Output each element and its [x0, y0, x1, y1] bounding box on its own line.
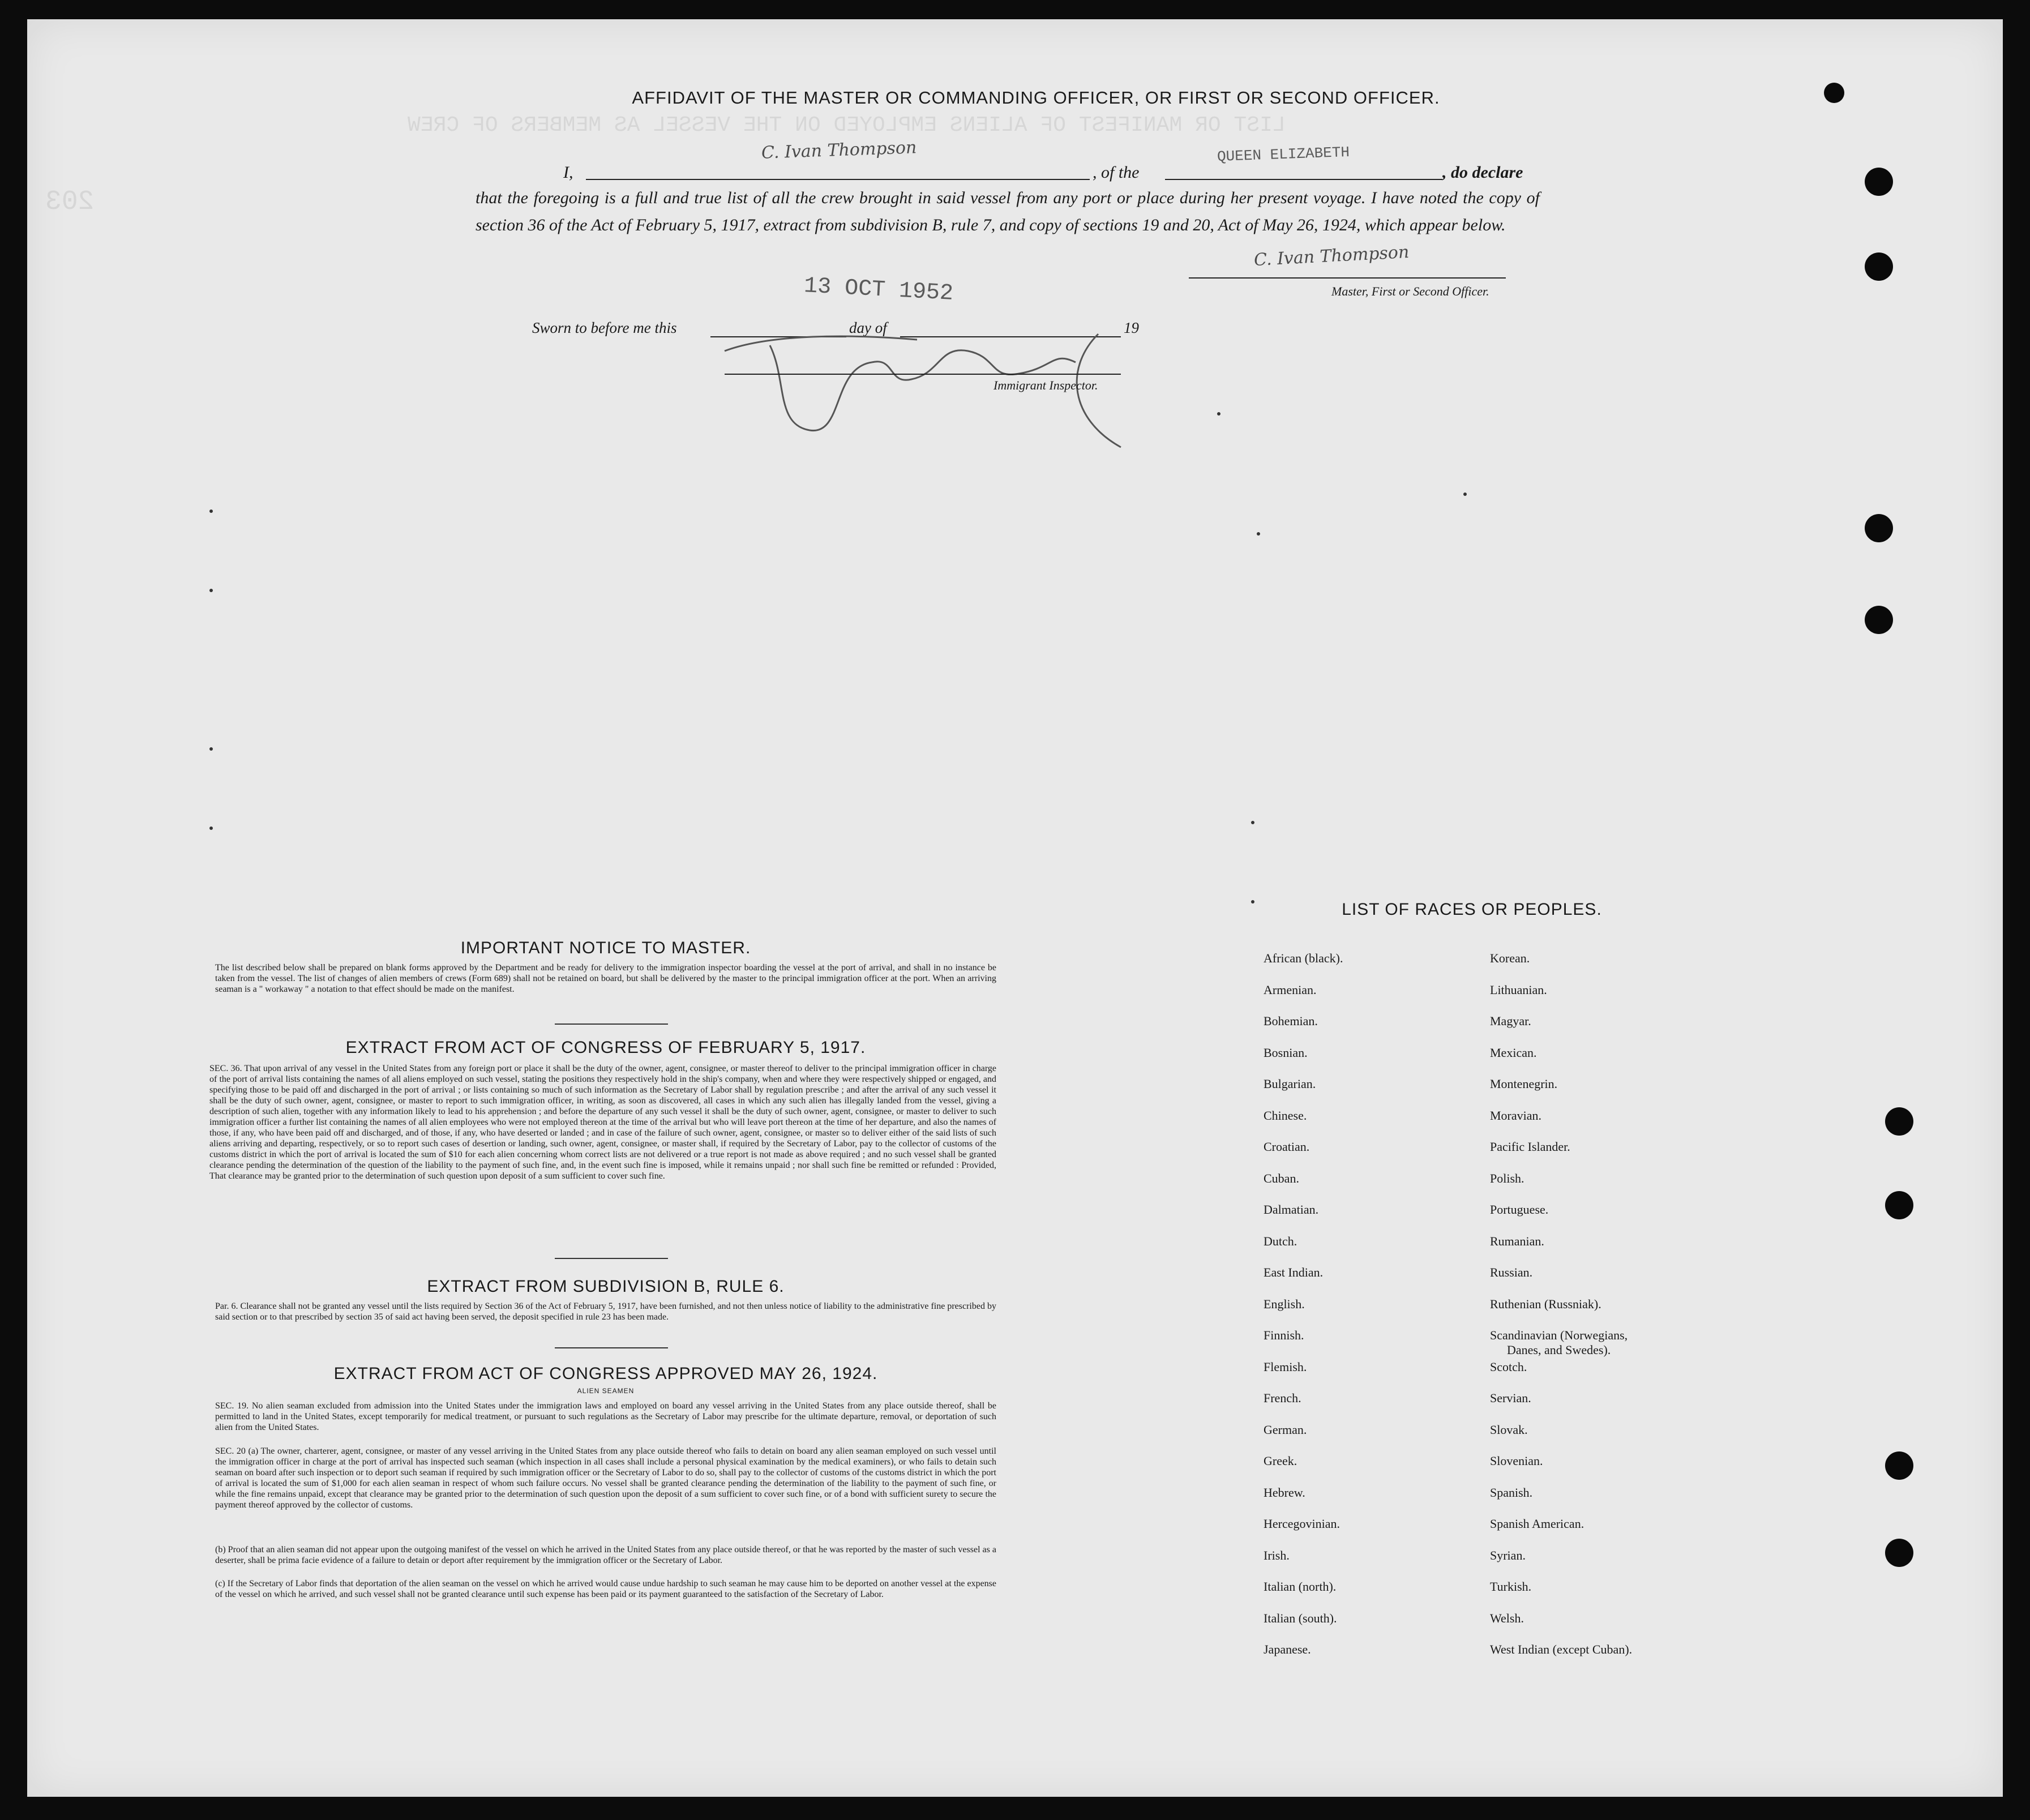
- affidavit-title: AFFIDAVIT OF THE MASTER OR COMMANDING OFFICER, OR FIRST OR SECOND OFFICER.: [632, 88, 1440, 108]
- race-item: Hercegovinian.: [1264, 1517, 1340, 1531]
- race-item: Croatian.: [1264, 1140, 1310, 1154]
- extract-1924-sec20c: (c) If the Secretary of Labor finds that deportation of the alien seaman on the vessel on which he arrived would cause undue hardship to such seaman he may cause him to be deported on another vessel at the expense of the vessel on which he arrived, and such vessel shall not be granted clearance until such expense has been paid or its payment guaranteed to the satisfaction of the Secretary of Labor.: [215, 1579, 996, 1599]
- notice-title: IMPORTANT NOTICE TO MASTER.: [460, 939, 751, 957]
- row-dot: [209, 589, 213, 592]
- race-item: Rumanian.: [1490, 1234, 1544, 1248]
- bleedthrough-title: LIST OR MANIFEST OF ALIENS EMPLOYED ON THE VESSEL AS MEMBERS OF CREW: [408, 113, 1286, 138]
- race-item: Lithuanian.: [1490, 982, 1547, 997]
- sworn-day-label: day of: [849, 319, 887, 336]
- extract-1924-sec19: SEC. 19. No alien seaman excluded from admission into the United States under the immigration laws and employed on board any vessel arriving in the United States from any place outside thereof, shall be permitted to land in the United States, except temporarily for medical treatment, or pursuant to such regulations as the Secretary of Labor may prescribe for the ultimate departure, removal, or deportation of such alien from the United States.: [215, 1401, 996, 1432]
- punch-hole: [1885, 1451, 1913, 1480]
- master-signature-line: [1189, 277, 1506, 279]
- race-item: Danes, and Swedes).: [1507, 1343, 1611, 1357]
- race-item: Moravian.: [1490, 1108, 1542, 1123]
- notice-text: The list described below shall be prepared on blank forms approved by the Department and be ready for delivery to the immigration inspector boarding the vessel at the port of arrival, and shall in no instance be taken from the vessel. The list of changes of alien members of crews (Form 689) shall not be retained on board, but shall be delivered by the master to the principal immigration officer at the port. When an arriving seaman is a " workaway " a notation to that effect should be made on the manifest.: [215, 963, 996, 994]
- inspector-signature: [702, 300, 1166, 453]
- race-item: Pacific Islander.: [1490, 1140, 1570, 1154]
- race-item: Russian.: [1490, 1265, 1533, 1279]
- race-item: Greek.: [1264, 1454, 1297, 1468]
- extract-1917-title: EXTRACT FROM ACT OF CONGRESS OF FEBRUARY 5, 1917.: [345, 1038, 866, 1057]
- race-item: Servian.: [1490, 1391, 1531, 1405]
- race-item: Italian (north).: [1264, 1579, 1337, 1594]
- race-item: German.: [1264, 1422, 1307, 1437]
- race-item: Armenian.: [1264, 982, 1317, 997]
- race-item: Polish.: [1490, 1171, 1524, 1185]
- race-item: English.: [1264, 1296, 1305, 1311]
- punch-hole: [1885, 1191, 1913, 1219]
- race-item: Italian (south).: [1264, 1611, 1337, 1625]
- row-dot: [209, 509, 213, 513]
- inspector-caption: Immigrant Inspector.: [993, 378, 1098, 392]
- affidavit-line1-suffix: , do declare: [1442, 163, 1523, 182]
- race-item: Welsh.: [1490, 1611, 1524, 1625]
- document-page: [27, 19, 2003, 1797]
- race-item: Mexican.: [1490, 1045, 1537, 1060]
- punch-hole: [1824, 83, 1844, 103]
- extract-rule6-title: EXTRACT FROM SUBDIVISION B, RULE 6.: [427, 1277, 785, 1296]
- extract-1917-text: SEC. 36. That upon arrival of any vessel in the United States from any foreign port or place it shall be the duty of the owner, agent, consignee, or master thereof to deliver to the principal immigration officer in charge of the port of arrival lists containing the names of all aliens employed on such vessel, stating the positions they respectively hold in the ship's company, when and where they were respectively shipped or engaged, and specifying those to be paid off and discharged in the port of arrival ; or lists containing so much of such information as the Secretary of Labor shall by regulation prescribe ; and after the arrival of any such vessel it shall be the duty of such owner, agent, consignee, or master to report to such immigration officer, in writing, as soon as discovered, all cases in which any such alien has illegally landed from the vessel, giving a description of such alien, together with any information likely to lead to his apprehension ; and before the departure of any such vessel it shall be the duty of such owner, agent, consignee, or master to deliver to such immigration officer a further list containing the names of all alien employees who were not employed thereon at the time of the arrival but who will leave port thereon at the time of her departure, and also the names of those, if any, who have been paid off and discharged, and of those, if any, who have deserted or landed ; and in case of the failure of such owner, agent, consignee, or master so to deliver either of the said lists of such aliens arriving and departing, respectively, or so to report such cases of desertion or landing, such owner, agent, consignee, or master shall, if required by the Secretary of Labor, pay to the collector of customs of the customs district in which the port of arrival is located the sum of $10 for each alien concerning whom correct lists are not delivered or a true report is not made as above required ; and no such vessel shall be granted clearance pending the determination of the question of the liability to the payment of such fine, and, in the event such fine is imposed, while it remains unpaid ; nor shall such fine be remitted or refunded : Provided, That clearance may be granted prior to the determination of such question upon deposit of a sum sufficient to cover such fine.: [209, 1064, 996, 1181]
- extract-1924-sec20b: (b) Proof that an alien seaman did not appear upon the outgoing manifest of the vessel on which he arrived in the United States from any place outside thereof, or that he was reported by the master of such vessel as a deserter, shall be prima facie evidence of a failure to detain or deport after requirement by the immigration officer or the Secretary of Labor.: [215, 1545, 996, 1565]
- separator: [555, 1024, 668, 1025]
- race-item: Scotch.: [1490, 1359, 1527, 1374]
- sworn-year: 19: [1124, 319, 1139, 336]
- extract-rule6-text: Par. 6. Clearance shall not be granted any vessel until the lists required by Section 36 of the Act of February 5, 1917, have been furnished, and not then unless notice of liability to the administrative fine prescribed by said section or to that prescribed by section 35 of said act having been served, the deposit specified in rule 23 has been made.: [215, 1301, 996, 1322]
- race-item: Ruthenian (Russniak).: [1490, 1296, 1601, 1311]
- race-item: Dalmatian.: [1264, 1202, 1319, 1217]
- race-item: Slovak.: [1490, 1422, 1528, 1437]
- race-item: Magyar.: [1490, 1014, 1531, 1028]
- race-item: Flemish.: [1264, 1359, 1307, 1374]
- race-item: Montenegrin.: [1490, 1077, 1558, 1091]
- punch-hole: [1865, 514, 1893, 542]
- race-item: Bulgarian.: [1264, 1077, 1316, 1091]
- master-name-blank: [586, 179, 1090, 180]
- bleedthrough-page-number: 203: [45, 187, 95, 217]
- master-signature: C. Ivan Thompson: [1253, 242, 1410, 271]
- race-item: French.: [1264, 1391, 1301, 1405]
- race-item: Portuguese.: [1490, 1202, 1549, 1217]
- separator: [555, 1347, 668, 1348]
- affidavit-body: that the foregoing is a full and true list of all the crew brought in said vessel from any port or place during her present voyage. I have noted the copy of section 36 of the Act of February 5, 1917, extract from subdivision B, rule 7, and copy of sections 19 and 20, Act of May 26, 1924, which appear below.: [476, 189, 1540, 234]
- race-item: Turkish.: [1490, 1579, 1532, 1594]
- race-item: African (black).: [1264, 951, 1343, 965]
- punch-hole: [1885, 1107, 1913, 1136]
- date-stamp: 13 OCT 1952: [803, 273, 954, 307]
- race-item: Chinese.: [1264, 1108, 1307, 1123]
- punch-hole: [1885, 1539, 1913, 1567]
- race-item: Irish.: [1264, 1548, 1290, 1562]
- punch-hole: [1865, 252, 1893, 281]
- race-item: West Indian (except Cuban).: [1490, 1642, 1633, 1656]
- race-item: Dutch.: [1264, 1234, 1297, 1248]
- extract-1924-title: EXTRACT FROM ACT OF CONGRESS APPROVED MAY 26, 1924.: [333, 1364, 878, 1383]
- race-item: Finnish.: [1264, 1328, 1304, 1342]
- extract-1924-sec20a: SEC. 20 (a) The owner, charterer, agent, consignee, or master of any vessel arriving in the United States from any place outside thereof who fails to detain on board any alien seaman employed on such vessel until the immigration officer in charge at the port of arrival has inspected such seaman (which inspection in all cases shall include a personal physical examination by the medical examiners), or who fails to detain such seaman on board after such inspection or to deport such seaman if required by such immigration officer or the Secretary of Labor to do so, shall pay to the collector of customs of the customs district in which the port of arrival is located the sum of $1,000 for each alien seaman in respect of whom such failure occurs. No vessel shall be granted clearance pending the determination of the liability to the payment of such fine, or while the fine remains unpaid, except that clearance may be granted prior to the determination of such question upon the deposit of a sum sufficient to cover such fine, or of a bond with sufficient surety to secure the payment thereof approved by the collector of customs.: [215, 1446, 996, 1510]
- race-item: Cuban.: [1264, 1171, 1299, 1185]
- extract-1924-subtitle: ALIEN SEAMEN: [577, 1387, 635, 1395]
- race-item: Korean.: [1490, 951, 1530, 965]
- race-item: Bosnian.: [1264, 1045, 1308, 1060]
- affidavit-line1-of: , of the: [1093, 163, 1140, 182]
- row-dot: [1257, 532, 1260, 536]
- race-item: Japanese.: [1264, 1642, 1311, 1656]
- race-item: Slovenian.: [1490, 1454, 1543, 1468]
- vessel-name-blank: [1165, 179, 1442, 180]
- punch-hole: [1865, 168, 1893, 196]
- master-name-handwritten: C. Ivan Thompson: [761, 138, 917, 163]
- master-signature-caption: Master, First or Second Officer.: [1331, 284, 1489, 298]
- row-dot: [209, 747, 213, 751]
- affidavit-line1-prefix: I,: [563, 163, 573, 182]
- row-dot: [209, 827, 213, 830]
- vessel-name-stamp: QUEEN ELIZABETH: [1217, 143, 1350, 166]
- race-item: Spanish American.: [1490, 1517, 1584, 1531]
- row-dot: [1463, 493, 1467, 496]
- row-dot: [1217, 412, 1220, 416]
- race-item: Hebrew.: [1264, 1485, 1305, 1500]
- inspector-signature-line: [725, 374, 1121, 375]
- race-item: Bohemian.: [1264, 1014, 1318, 1028]
- row-dot: [1251, 821, 1254, 824]
- race-item: Scandinavian (Norwegians,: [1490, 1328, 1628, 1342]
- sworn-prefix: Sworn to before me this: [532, 319, 677, 336]
- race-item: East Indian.: [1264, 1265, 1324, 1279]
- punch-hole: [1865, 606, 1893, 634]
- separator: [555, 1258, 668, 1259]
- race-item: Spanish.: [1490, 1485, 1533, 1500]
- race-item: Syrian.: [1490, 1548, 1526, 1562]
- races-title: LIST OF RACES OR PEOPLES.: [1342, 900, 1602, 919]
